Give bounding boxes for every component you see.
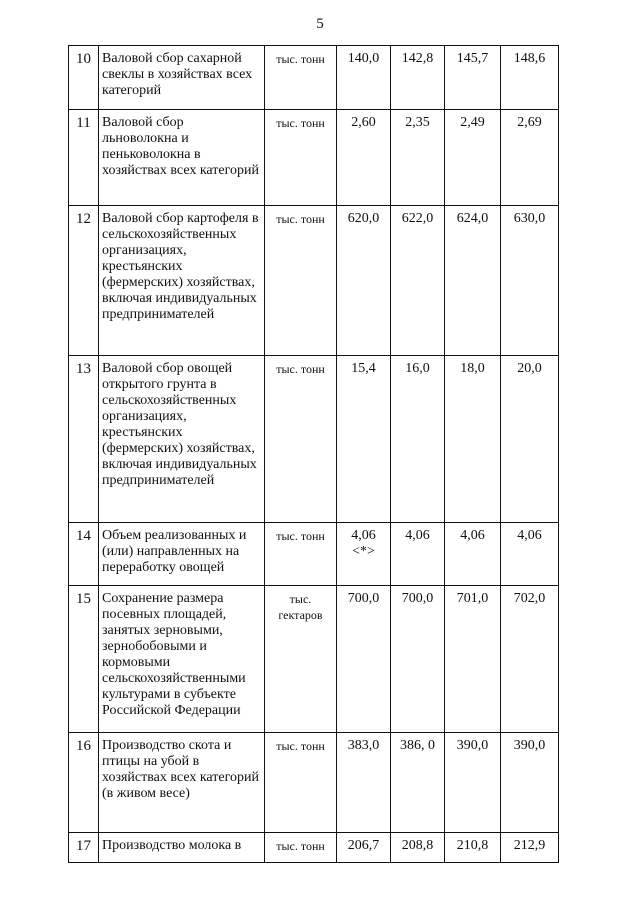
value-cell: 2,69	[501, 110, 559, 206]
value-cell: 4,06	[391, 523, 445, 586]
value-cell: 390,0	[501, 733, 559, 833]
value-cell: 383,0	[337, 733, 391, 833]
value-cell: 140,0	[337, 46, 391, 110]
table-row	[69, 586, 559, 733]
unit-cell: тыс. тонн	[265, 833, 337, 863]
row-number: 14	[69, 523, 99, 586]
row-number: 12	[69, 206, 99, 356]
table-row	[69, 733, 559, 833]
value-cell: 700,0	[337, 586, 391, 733]
value-cell: 206,7	[337, 833, 391, 863]
value-cell: 624,0	[445, 206, 501, 356]
unit-cell: тыс. тонн	[265, 733, 337, 833]
value-cell: 2,35	[391, 110, 445, 206]
indicators-table	[68, 45, 559, 863]
row-number: 13	[69, 356, 99, 523]
value-cell: 390,0	[445, 733, 501, 833]
unit-cell: тыс. тонн	[265, 110, 337, 206]
row-number: 16	[69, 733, 99, 833]
value-cell: 386, 0	[391, 733, 445, 833]
table-row	[69, 356, 559, 523]
unit-cell: тыс. тонн	[265, 46, 337, 110]
table-row	[69, 110, 559, 206]
value-cell: 4,06	[501, 523, 559, 586]
indicator-name: Объем реализованных и (или) направленных на переработку овощей	[99, 523, 265, 586]
value-cell: 700,0	[391, 586, 445, 733]
indicator-name: Производство скота и птицы на убой в хозяйствах всех категорий (в живом весе)	[99, 733, 265, 833]
value-cell	[337, 523, 391, 586]
row-number: 15	[69, 586, 99, 733]
table-row	[69, 833, 559, 863]
indicator-name: Валовой сбор овощей открытого грунта в сельскохозяйственных организациях, крестьянских (фермерских) хозяйствах, включая индивидуальных предпринимателей	[99, 356, 265, 523]
value-cell: 2,60	[337, 110, 391, 206]
value-cell: 702,0	[501, 586, 559, 733]
unit-cell: тыс. гектаров	[265, 586, 337, 733]
value-cell: 20,0	[501, 356, 559, 523]
unit-cell: тыс. тонн	[265, 523, 337, 586]
value-cell: 210,8	[445, 833, 501, 863]
row-number: 11	[69, 110, 99, 206]
page-number: 5	[316, 16, 324, 32]
value-cell: 622,0	[391, 206, 445, 356]
value-cell: 18,0	[445, 356, 501, 523]
table-row	[69, 46, 559, 110]
value-cell: 16,0	[391, 356, 445, 523]
value-cell: 208,8	[391, 833, 445, 863]
indicator-name: Валовой сбор льноволокна и пеньковолокна в хозяйствах всех категорий	[99, 110, 265, 206]
row-number: 10	[69, 46, 99, 110]
footnote-mark: <*>	[352, 544, 375, 559]
table-row	[69, 206, 559, 356]
indicator-name: Валовой сбор картофеля в сельскохозяйственных организациях, крестьянских (фермерских) хозяйствах, включая индивидуальных предпринимателей	[99, 206, 265, 356]
row-number: 17	[69, 833, 99, 863]
value-cell: 701,0	[445, 586, 501, 733]
value-cell: 212,9	[501, 833, 559, 863]
value-cell: 620,0	[337, 206, 391, 356]
table-row	[69, 523, 559, 586]
value-cell: 148,6	[501, 46, 559, 110]
value-cell: 630,0	[501, 206, 559, 356]
value-cell: 15,4	[337, 356, 391, 523]
unit-cell: тыс. тонн	[265, 356, 337, 523]
indicator-name: Валовой сбор сахарной свеклы в хозяйствах всех категорий	[99, 46, 265, 110]
unit-cell: тыс. тонн	[265, 206, 337, 356]
value-text: 4,06	[351, 528, 376, 543]
value-cell: 145,7	[445, 46, 501, 110]
indicator-name: Производство молока в	[99, 833, 265, 863]
indicator-name: Сохранение размера посевных площадей, занятых зерновыми, зернобобовыми и кормовыми сельскохозяйственными культурами в субъекте Российской Федерации	[99, 586, 265, 733]
value-cell: 142,8	[391, 46, 445, 110]
value-cell: 4,06	[445, 523, 501, 586]
value-cell: 2,49	[445, 110, 501, 206]
